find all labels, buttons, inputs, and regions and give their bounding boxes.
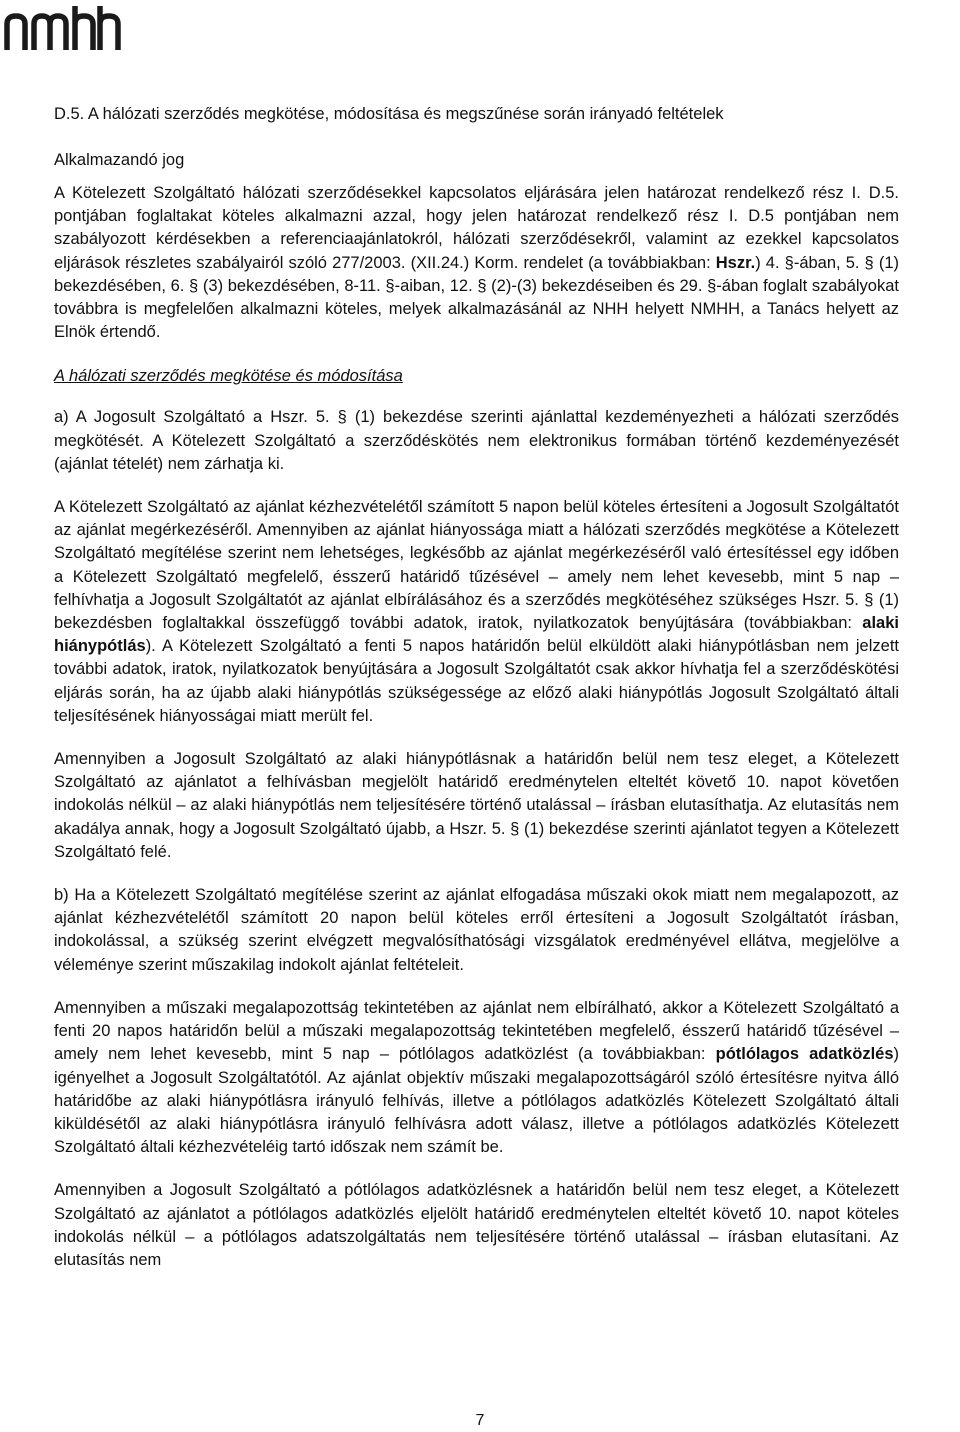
section-subheading: Alkalmazandó jog <box>54 151 185 169</box>
paragraph-final: Amennyiben a Jogosult Szolgáltató a pótlólagos adatközlésnek a határidőn belül nem tesz eleget, a Kötelezett Szolgáltató az ajánlatot a pótlólagos adatközlés eljelölt határidő eredménytelen elteltét követő 10. napot köteles indokolás nélkül – a pótlólagos adatszolgáltatás nem teljesítésére történő utalással – írásban elutasítani. Az elutasítás nem <box>54 1181 899 1269</box>
paragraph-rejection: Amennyiben a Jogosult Szolgáltató az alaki hiánypótlásnak a határidőn belül nem tesz eleget, a Kötelezett Szolgáltató az ajánlatot a felhívásban megjelölt határidő eredménytelen elteltét követő 10. napot követően indokolás nélkül – az alaki hiánypótlás nem teljesítésére történő utalással – írásban elutasíthatja. Az elutasítás nem akadálya annak, hogy a Jogosult Szolgáltató újabb, a Hszr. 5. § (1) bekezdése szerinti ajánlatot tegyen a Kötelezett Szolgáltató felé. <box>54 750 899 861</box>
alaki-hianypotlas-term: alaki hiánypótlás <box>54 614 899 656</box>
document-body <box>54 102 899 1292</box>
paragraph-notification-text-1: A Kötelezett Szolgáltató az ajánlat kézhezvételétől számított 5 napon belül köteles értesíteni a Jogosult Szolgáltatót az ajánlat megérkezéséről. Amennyiben az ajánlat hiányossága miatt a hálózati szerződés megkötése a Kötelezett Szolgáltató megítélése szerint nem lehetséges, legkésőbb az ajánlat megérkezéséről való értesítéssel egy időben a Kötelezett Szolgáltató megfelelő, ésszerű határidő tűzésével – amely nem lehet kevesebb, mint 5 nap – felhívhatja a Jogosult Szolgáltatót az ajánlat elbírálásához és a szerződés megkötéséhez szükséges Hszr. 5. § (1) bekezdésben foglaltakkal összefüggő további adatok, iratok, nyilatkozatok benyújtására (továbbiakban: <box>54 498 899 633</box>
intro-paragraph <box>54 182 899 344</box>
nmhh-logo-mark <box>4 2 122 52</box>
nmhh-logo <box>4 2 122 52</box>
paragraph-b: b) Ha a Kötelezett Szolgáltató megítélése szerint az ajánlat elfogadása műszaki okok miatt nem megalapozott, az ajánlat kézhezvételétől számított 20 napon belül köteles erről értesíteni a Jogosult Szolgáltatót írásban, indokolással, a szükség szerint elvégzett megvalósíthatósági vizsgálatok eredményével ellátva, megjelölve a véleménye szerint műszakilag indokolt ajánlat feltételeit. <box>54 886 899 974</box>
section-heading: D.5. A hálózati szerződés megkötése, módosítása és megszűnése során irányadó feltételek <box>54 105 724 123</box>
paragraph-technical <box>54 997 899 1159</box>
hszr-term: Hszr. <box>715 253 756 272</box>
intro-text-1: A Kötelezett Szolgáltató hálózati szerződésekkel kapcsolatos eljárására jelen határozat rendelkező rész I. D.5. pontjában foglaltakat köteles alkalmazni azzal, hogy jelen határozat rendelkező rész I. D.5 pontjában nem szabályozott kérdésekben a referenciaajánlatokról, hálózati szerződésekről, valamint az ezekkel kapcsolatos eljárások részletes szabályairól szóló 277/2003. (XII.24.) Korm. rendelet (a továbbiakban: <box>54 184 899 272</box>
potlolagos-adatkozles-term: pótlólagos adatközlés <box>715 1045 894 1064</box>
paragraph-notification <box>54 496 899 728</box>
page-number: 7 <box>475 1412 485 1429</box>
paragraph-a: a) A Jogosult Szolgáltató a Hszr. 5. § (1) bekezdése szerinti ajánlattal kezdeményezheti a hálózati szerződés megkötését. A Kötelezett Szolgáltató a szerződéskötés nem elektronikus formában történő kezdeményezését (ajánlat tételét) nem zárhatja ki. <box>54 408 899 473</box>
intro-text-2: ) 4. §-ában, 5. § (1) bekezdésében, 6. § (3) bekezdésében, 8-11. §-aiban, 12. § (2)-(3) bekezdéseiben és 29. §-ában foglalt szabályokat továbbra is megfelelően alkalmazni köteles, melyek alkalmazásánál az NHH helyett NMHH, a Tanács helyett az Elnök értendő. <box>54 253 899 342</box>
paragraph-technical-text-2: ) igényelhet a Jogosult Szolgáltatótól. Az ajánlat objektív műszaki megalapozottságáról szóló értesítésre nyitva álló határidőbe az alaki hiánypótlásra irányuló felhívás, illetve a pótlólagos adatközlés Kötelezett Szolgáltató általi kiküldésétől az alaki hiánypótlásra irányuló felhívásra adott válasz, illetve a pótlólagos adatközlés Kötelezett Szolgáltató általi kézhezvételéig tartó időszak nem számít be. <box>54 1045 899 1157</box>
paragraph-technical-text-1: Amennyiben a műszaki megalapozottság tekintetében az ajánlat nem elbírálható, akkor a Kötelezett Szolgáltató a fenti 20 napos határidőn belül a műszaki megalapozottság tekintetében megfelelő, ésszerű határidő tűzésével – amely nem lehet kevesebb, mint 5 nap – pótlólagos adatközlést (a továbbiakban: <box>54 998 899 1064</box>
paragraph-notification-text-2: ). A Kötelezett Szolgáltató a fenti 5 napos határidőn belül elküldött alaki hiánypótlásban nem jelzett további adatok, iratok, nyilatkozatok benyújtására a Jogosult Szolgáltatót csak akkor hívhatja fel a szerződéskötési eljárás során, ha az újabb alaki hiánypótlás szükségessége az előző alaki hiánypótlás Jogosult Szolgáltató általi teljesítésének hiányosságai miatt merült fel. <box>54 637 899 725</box>
section-title: A hálózati szerződés megkötése és módosítása <box>54 367 403 386</box>
